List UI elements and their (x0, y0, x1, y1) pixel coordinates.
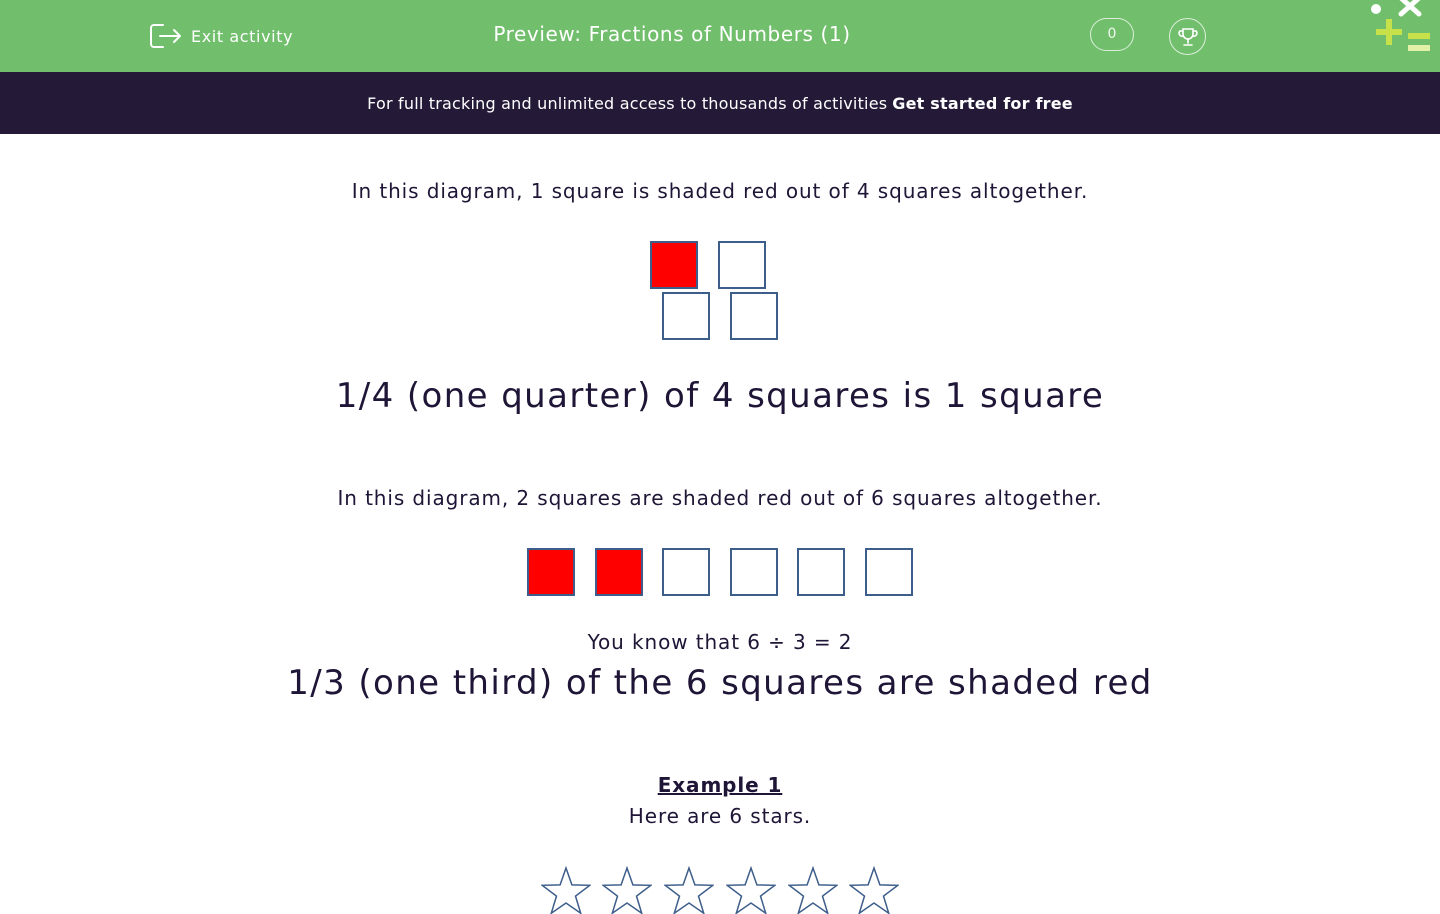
square-4 (730, 548, 778, 596)
score-badge: 0 (1090, 18, 1134, 51)
lesson-content (0, 134, 1440, 900)
star-icon (541, 866, 591, 914)
top-bar (0, 0, 1440, 72)
star-icon (788, 866, 838, 914)
section2-result: 1/3 (one third) of the 6 squares are shaded red (287, 663, 1153, 703)
square-3 (662, 292, 710, 340)
square-6 (865, 548, 913, 596)
get-started-link[interactable]: Get started for free (892, 93, 1073, 113)
star-icon (849, 866, 899, 914)
signup-banner (0, 72, 1440, 134)
section2-intro: In this diagram, 2 squares are shaded red out of 6 squares altogether. (337, 486, 1103, 510)
trophy-icon (1176, 25, 1200, 49)
square-1 (650, 241, 698, 289)
star-icon (726, 866, 776, 914)
banner-text: For full tracking and unlimited access to thousands of activities (367, 93, 888, 113)
section1-intro: In this diagram, 1 square is shaded red out of 4 squares altogether. (351, 179, 1089, 203)
division-fact: You know that 6 ÷ 3 = 2 (587, 630, 853, 654)
square-5 (797, 548, 845, 596)
star-icon (664, 866, 714, 914)
section1-result: 1/4 (one quarter) of 4 squares is 1 square (335, 376, 1105, 416)
square-1 (527, 548, 575, 596)
logo-icon (1366, 0, 1440, 72)
square-3 (662, 548, 710, 596)
trophy-button[interactable] (1169, 18, 1206, 55)
example-heading: Example 1 (657, 773, 783, 797)
square-2 (718, 241, 766, 289)
square-2 (595, 548, 643, 596)
exit-activity-label: Exit activity (191, 26, 294, 46)
square-4 (730, 292, 778, 340)
activity-title: Preview: Fractions of Numbers (1) (493, 22, 851, 46)
example-text: Here are 6 stars. (628, 804, 812, 828)
star-icon (602, 866, 652, 914)
